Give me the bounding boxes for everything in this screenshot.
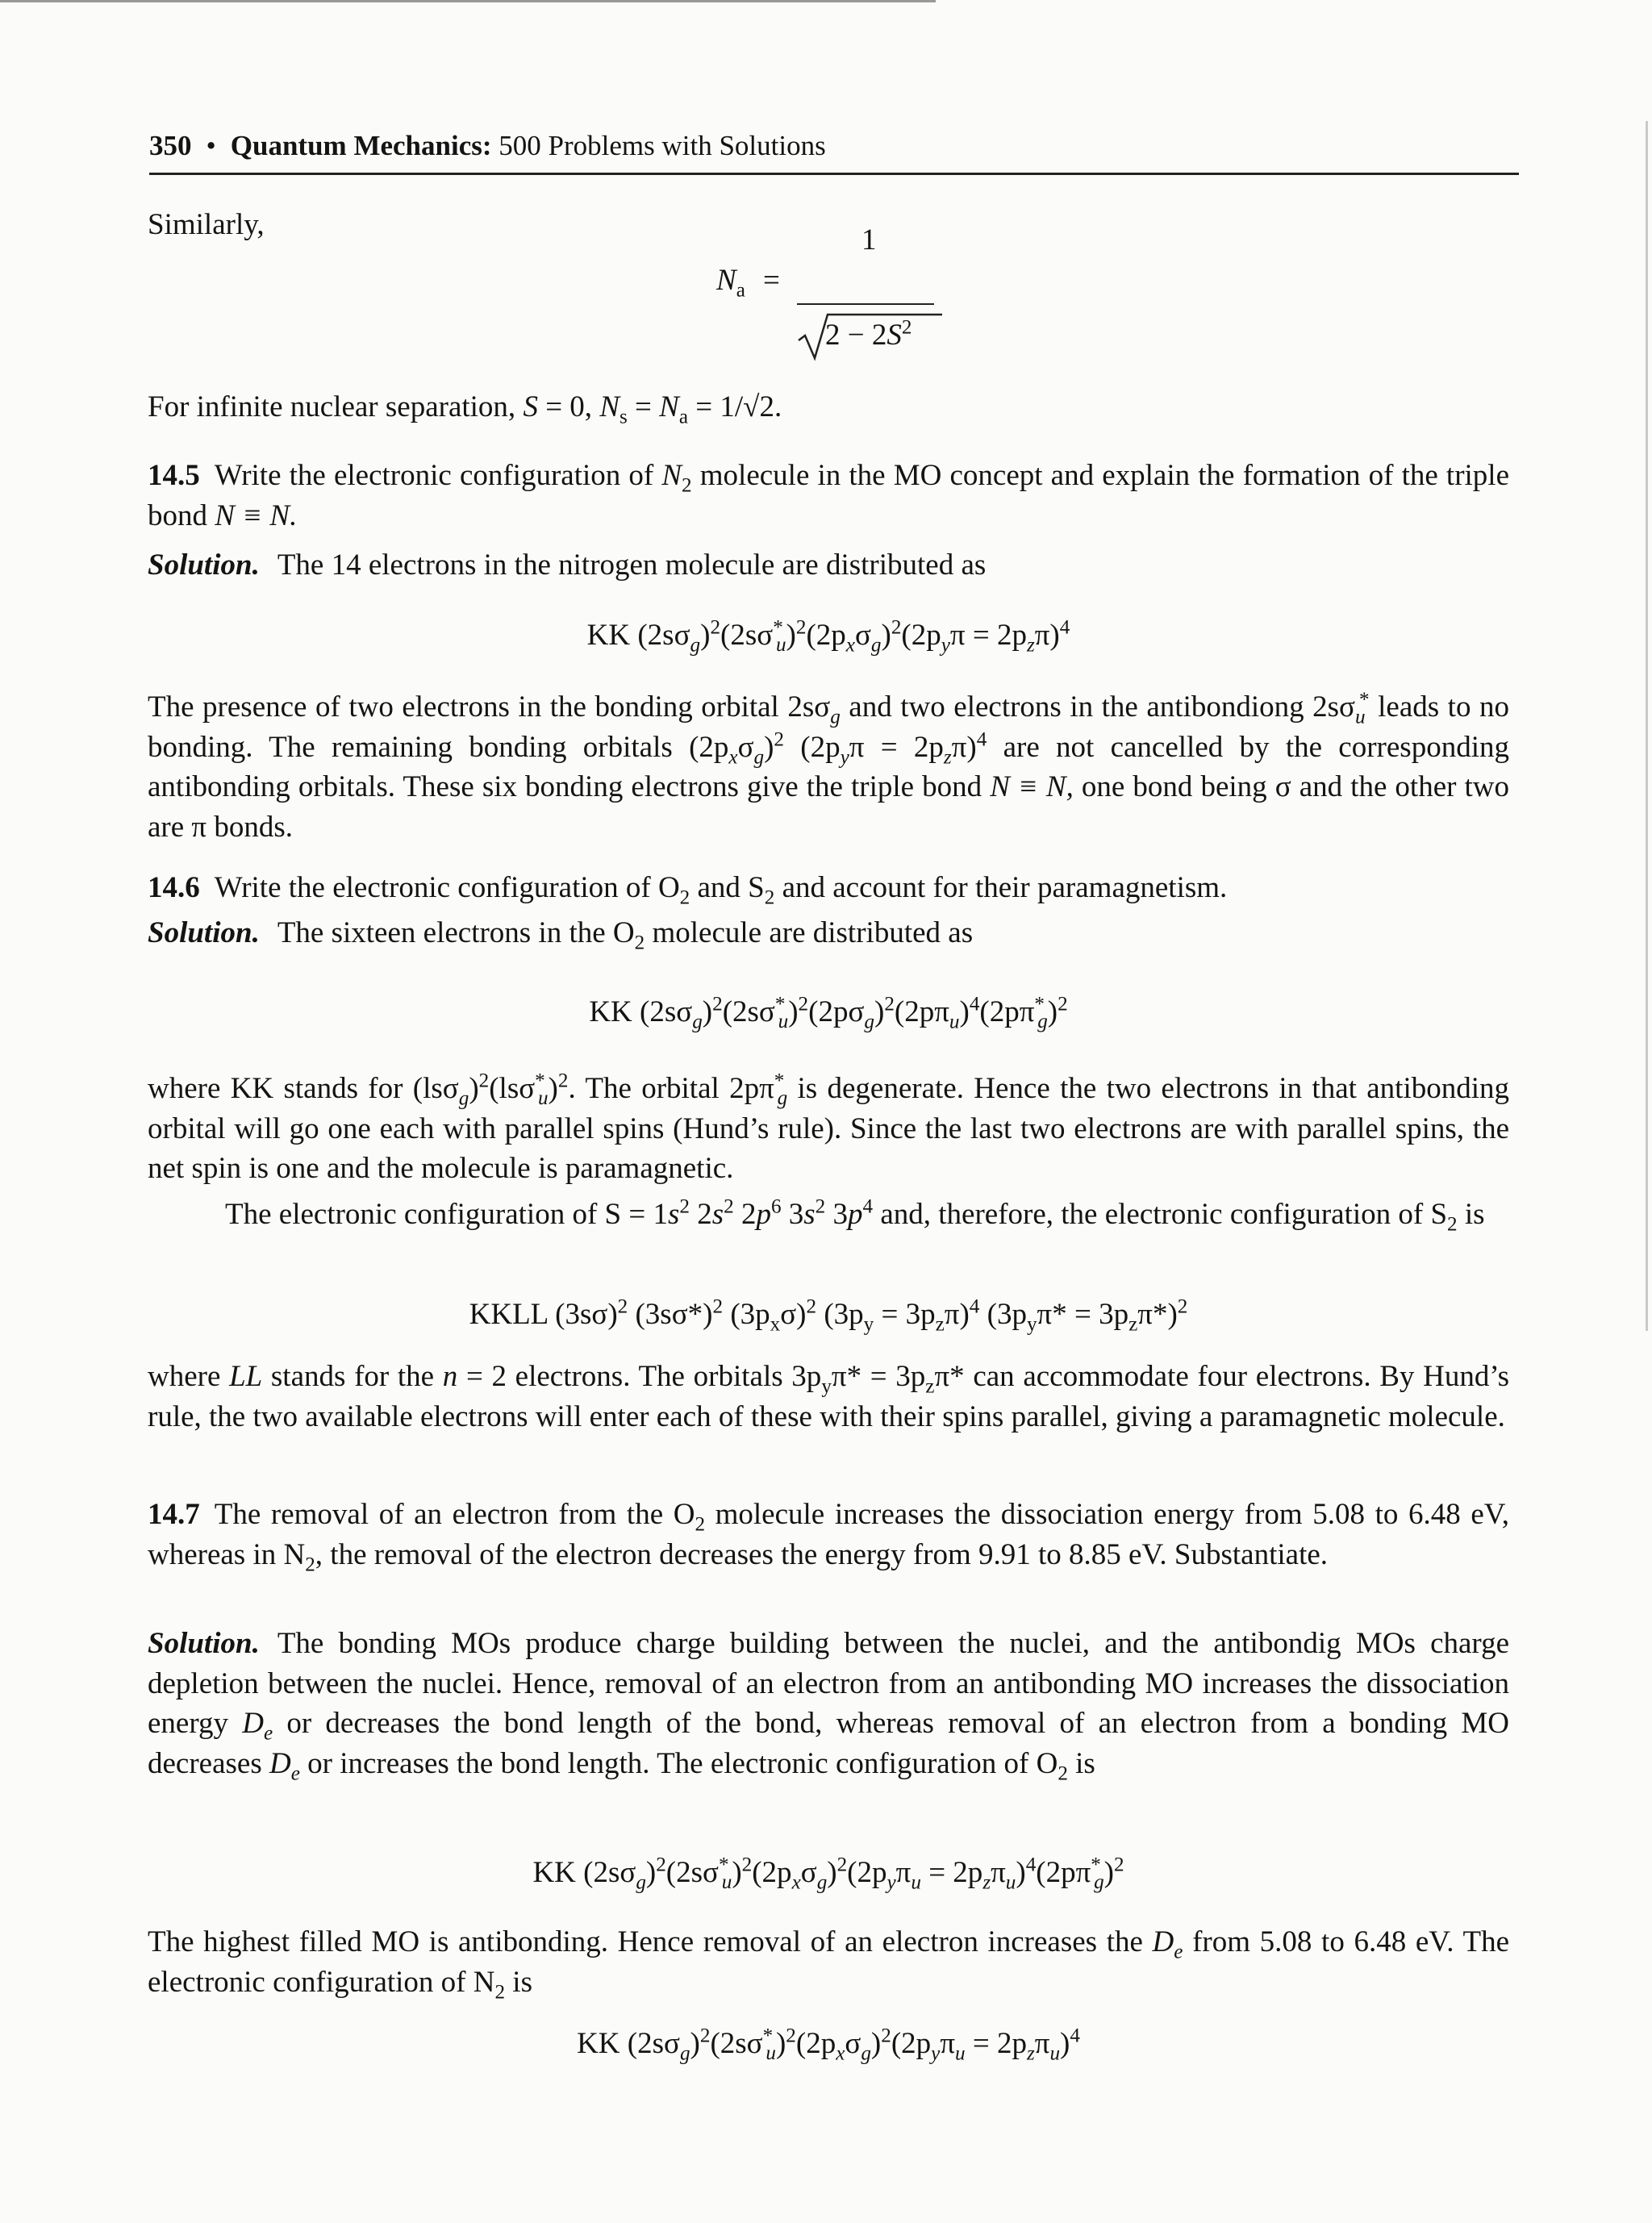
hi-n2-sub: 2 — [494, 1980, 506, 2003]
fraction-bar — [797, 303, 934, 305]
kk-d: ) — [548, 1072, 558, 1105]
equation-o2-config: KK $(2s\sigma_g)^2(2s\sigma^*_u)^2(2p\sigma_g)^2(2p\pi_u)^4(2p\pi^*_g)^2$ — [589, 993, 1068, 1033]
solution-14-6 — [148, 913, 1509, 953]
eq1-t1: (2sσ — [637, 619, 690, 652]
eq4-t4-mid: π — [895, 1856, 912, 1889]
eq5-t3-sub2: g — [861, 2042, 871, 2065]
eq5-t3: (2p — [795, 2027, 836, 2060]
pres-sub-y: y — [840, 745, 849, 768]
eq1-t4a: (2p — [901, 619, 941, 652]
kk-b: ) — [469, 1072, 479, 1105]
p146-o2-sub: 2 — [679, 886, 690, 909]
pres-star: * — [1359, 688, 1370, 711]
ll-paragraph — [148, 1357, 1509, 1437]
na-radicand — [825, 318, 912, 352]
eq4-t4-sub1: y — [886, 1871, 896, 1894]
ll-ll: LL — [229, 1360, 263, 1393]
eq1-t3: (2p — [806, 619, 846, 652]
eq5-t3-sup: 2 — [881, 2025, 891, 2047]
problem-14-6 — [148, 868, 1509, 908]
equation-n2-config: KK $(2s\sigma_g)^2(2s\sigma^*_u)^2(2p_x\sigma_g)^2(2p_y\pi = 2p_z\pi)^4$ — [586, 616, 1070, 657]
radicand-var: S — [886, 319, 902, 352]
pres-sub-z: z — [943, 745, 952, 768]
pres-f: (2p — [784, 730, 841, 764]
eq4-t5: (2pπ — [1036, 1856, 1091, 1889]
kk-sub-g2: g — [777, 1087, 788, 1110]
problem-14-5 — [148, 456, 1509, 536]
pres-sup-4: 4 — [976, 728, 987, 751]
eq2-t3: (2pσ — [808, 995, 865, 1028]
inf-text-d: = 1/√2. — [688, 390, 782, 423]
kk-f: is degenerate. Hence the two electrons in that antibonding orbital will go one each with parallel spins (Hund’s rule). Since the last two electrons are with parallel spins, the net spin is one and the molecule is paramagnetic. — [148, 1072, 1510, 1185]
eq1-t3-mid: σ — [854, 619, 871, 652]
pres-j: one bond being σ and the other two are π bonds. — [148, 770, 1510, 844]
eq3-e-sub: y — [1026, 1313, 1037, 1336]
sul-e3: 6 — [770, 1195, 782, 1218]
sul-a: The electronic configuration of S = 1 — [225, 1198, 668, 1231]
eq2-t3-sub: g — [864, 1011, 874, 1033]
sul-e5: 4 — [862, 1195, 874, 1218]
eq5-t4-mid: π — [940, 2027, 955, 2060]
equation-s2-config — [148, 1295, 1509, 1335]
eq2-t4: (2pπ — [894, 995, 949, 1028]
eq1-t1-sub: g — [690, 634, 701, 657]
eq5-t4-sub4: u — [1049, 2042, 1061, 2065]
hi-de-sub: e — [1174, 1941, 1183, 1963]
eq1-t4c: π) — [1034, 619, 1060, 652]
pres-sub-g: g — [830, 706, 841, 728]
pres-sup-2: 2 — [774, 728, 784, 751]
inf-text-a: For infinite nuclear separation, — [148, 390, 524, 423]
kk-sup-2a: 2 — [478, 1070, 490, 1092]
eq4-t2-star: * — [718, 1854, 729, 1876]
solution-label: Solution. — [148, 916, 260, 949]
na-formula — [716, 218, 1039, 352]
eq4-t1-sup: 2 — [656, 1854, 666, 1876]
eq1-t3-sub2: g — [870, 634, 882, 657]
eq5-t2-sub: u — [766, 2042, 776, 2065]
eq1-t2: (2sσ — [720, 619, 774, 652]
eq5-t3-mid: σ — [845, 2027, 861, 2060]
p145-text-a: Write the electronic configuration of — [214, 459, 662, 492]
eq4-t4-sub2: u — [911, 1871, 921, 1894]
eq5-t4-sup: 4 — [1070, 2025, 1080, 2047]
pres-d: σ — [737, 730, 754, 764]
eq3-d3: π) — [944, 1298, 970, 1331]
eq3-c: (3p — [723, 1298, 770, 1331]
eq2-t5-star: * — [1034, 993, 1045, 1016]
eq3-c-sub: x — [770, 1313, 781, 1336]
sol147-o2-sub: 2 — [1058, 1762, 1068, 1784]
eq2-t5-sup: 2 — [1058, 993, 1068, 1016]
eq3-e-sup: 2 — [1177, 1295, 1188, 1318]
ll-sub-z: z — [925, 1375, 935, 1398]
scan-edge-right — [1646, 121, 1648, 1331]
solution-label: Solution. — [148, 1627, 260, 1660]
eq4-t1-sub: g — [636, 1871, 646, 1894]
radicand-exp: 2 — [901, 316, 912, 339]
sul-p2v: p — [756, 1198, 771, 1231]
p145-text-b: molecule in the MO concept and explain the formation of the triple bond — [148, 459, 1509, 532]
eq3-a: KKLL (3sσ) — [469, 1298, 618, 1331]
infinite-separation-line — [148, 387, 1509, 428]
eq4-t5-star: * — [1091, 1854, 1101, 1876]
eq4-t2: (2sσ — [665, 1856, 719, 1889]
problem-14-7 — [148, 1495, 1509, 1574]
kk-sub-u: u — [537, 1087, 549, 1110]
sol147-de2: D — [269, 1746, 291, 1780]
kk-paragraph — [148, 1069, 1509, 1189]
inf-text-b: = 0, — [537, 390, 600, 423]
p147-o2-sub: 2 — [695, 1513, 706, 1536]
eq4-t5-sub: g — [1094, 1871, 1104, 1894]
eq5-t4: (2p — [891, 2027, 932, 2060]
na-sub: a — [736, 279, 745, 302]
eq5-t4-eq: = 2p — [965, 2027, 1027, 2060]
eq3-e3: π*) — [1137, 1298, 1178, 1331]
eq3-d: (3p — [816, 1298, 864, 1331]
eq5-kk: KK — [577, 2027, 620, 2060]
eq1-t2-sub: u — [775, 634, 786, 657]
eq2-t2-sub: u — [778, 1011, 789, 1033]
eq2-t5: (2pπ — [979, 995, 1035, 1028]
sol146-sub: 2 — [634, 932, 645, 954]
pres-a: The presence of two electrons in the bonding orbital 2sσ — [148, 690, 831, 724]
eq2-t5-sub: g — [1037, 1011, 1048, 1033]
sul-e1: 2 — [679, 1195, 690, 1218]
inf-sub-a: a — [678, 406, 689, 428]
eq4-kk: KK — [532, 1856, 576, 1889]
eq4-t4-sub3: z — [982, 1871, 991, 1894]
hi-de: D — [1152, 1925, 1174, 1958]
na-var: N — [716, 264, 736, 297]
eq2-t2-sup: 2 — [798, 993, 809, 1016]
pres-c: leads to no bonding. The remaining bonding orbitals (2p — [148, 690, 1509, 764]
eq4-t4-eq: = 2p — [920, 1856, 983, 1889]
ll-c: = 2 electrons. The orbitals 3p — [457, 1360, 822, 1393]
sul-s3: 3 — [781, 1198, 804, 1231]
inf-var-n2: N — [659, 390, 679, 423]
sol147-c: or increases the bond length. The electronic configuration of O — [299, 1746, 1058, 1780]
eq4-t4: (2p — [847, 1856, 887, 1889]
p145-n2-var: N — [661, 459, 682, 492]
eq3-d-sup: 4 — [969, 1295, 980, 1318]
pres-g: π = 2p — [849, 730, 944, 764]
pres-sub-g2: g — [753, 745, 765, 768]
p146-s2-sub: 2 — [764, 886, 775, 909]
eq5-t2: (2sσ — [710, 2027, 763, 2060]
ll-b: stands for the — [262, 1360, 443, 1393]
eq3-c2: σ) — [780, 1298, 807, 1331]
ll-sub-y: y — [821, 1375, 832, 1398]
sul-s2: 2 — [689, 1198, 712, 1231]
eq4-t4-sub4: u — [1005, 1871, 1016, 1894]
sul-e2: 2 — [724, 1195, 734, 1218]
highest-filled-paragraph — [148, 1922, 1509, 2002]
pres-sub-u: u — [1355, 706, 1366, 728]
eq1-t4-sup: 4 — [1059, 616, 1070, 639]
pres-sub-x: x — [728, 745, 738, 768]
inf-var-n1: N — [599, 390, 620, 423]
sul-p3v: p — [848, 1198, 863, 1231]
sol147-d: is — [1067, 1746, 1095, 1780]
problem-number: 14.6 — [148, 871, 200, 904]
eq5-t4-mid2: π — [1034, 2027, 1050, 2060]
eq2-t1: (2sσ — [640, 995, 693, 1028]
equation-n2-config-2: KK $(2s\sigma_g)^2(2s\sigma^*_u)^2(2p_x\sigma_g)^2(2p_y\pi_u = 2p_z\pi_u)^4$ — [577, 2025, 1080, 2065]
similarly-label: Similarly, — [148, 208, 265, 241]
eq1-t4-sub1: y — [941, 634, 950, 657]
eq2-t2-star: * — [774, 993, 786, 1016]
p146-b: and S — [690, 871, 765, 904]
eq1-kk: KK — [586, 619, 631, 652]
eq4-t3: (2p — [752, 1856, 792, 1889]
scan-edge-top — [0, 0, 936, 2]
running-header — [149, 126, 1519, 175]
na-equals: = — [763, 264, 780, 297]
ll-e: π* can accommodate four electrons. By Hund’s rule, the two available electrons will enter each of these with their spins parallel, giving a paramagnetic molecule. — [148, 1360, 1509, 1433]
eq3-e2: π* = 3p — [1037, 1298, 1129, 1331]
eq3-a-sup: 2 — [617, 1295, 628, 1318]
ll-n: n — [442, 1360, 458, 1393]
eq1-t1-sup: 2 — [710, 616, 721, 639]
kk-star: * — [535, 1070, 545, 1092]
eq4-t1: (2sσ — [583, 1856, 636, 1889]
eq3-e: (3p — [979, 1298, 1027, 1331]
sul-b: and, therefore, the electronic configuration of S — [873, 1198, 1448, 1231]
eq5-t4-sub1: y — [931, 2042, 941, 2065]
sul-e4: 2 — [815, 1195, 826, 1218]
eq5-t1-sub: g — [679, 2042, 690, 2065]
presence-paragraph — [148, 687, 1509, 847]
eq5-t2-star: * — [762, 2025, 774, 2047]
pres-e: ) — [764, 730, 774, 764]
hi-c: is — [505, 1965, 532, 1999]
na-numerator: 1 — [861, 223, 877, 256]
eq2-kk: KK — [589, 995, 632, 1028]
eq5-t4-sub3: z — [1026, 2042, 1035, 2065]
na-lhs — [716, 263, 745, 302]
sol146-b: molecule are distributed as — [645, 916, 974, 949]
eq1-t3-sup: 2 — [891, 616, 902, 639]
kk-sup-2b: 2 — [557, 1070, 569, 1092]
eq4-t2-sup: 2 — [741, 1854, 753, 1876]
sulfur-paragraph — [148, 1195, 1509, 1235]
problem-number: 14.5 — [148, 459, 200, 492]
eq1-t3-sub1: x — [845, 634, 855, 657]
inf-text-c: = — [627, 390, 660, 423]
eq3-b-sup: 2 — [712, 1295, 724, 1318]
header-bullet: • — [206, 130, 216, 161]
eq3-e-sub2: z — [1128, 1313, 1138, 1336]
eq5-t1-sup: 2 — [699, 2025, 711, 2047]
ll-a: where — [148, 1360, 230, 1393]
eq1-t2-star: * — [773, 616, 783, 639]
p146-a: Write the electronic configuration of O — [214, 871, 680, 904]
sul-s3v: s — [803, 1198, 816, 1231]
eq2-t1-sub: g — [692, 1011, 703, 1033]
equation-o2-config-2: KK $(2s\sigma_g)^2(2s\sigma^*_u)^2(2p_x\sigma_g)^2(2p_y\pi_u = 2p_z\pi_u)^4(2p\pi^*_g)^2$ — [532, 1854, 1124, 1894]
sol147-b: or decreases the bond length of the bond, whereas removal of an electron from a bonding MO decreases — [148, 1707, 1510, 1780]
eq1-t4b: π = 2p — [949, 619, 1027, 652]
pres-bond: N ≡ N, — [990, 770, 1074, 803]
eq2-t4-sup: 4 — [969, 993, 980, 1016]
ll-d: π* = 3p — [831, 1360, 926, 1393]
sol146-a: The sixteen electrons in the O — [277, 916, 635, 949]
eq3-d2: = 3p — [874, 1298, 936, 1331]
pres-b: and two electrons in the antibondiong 2sσ — [840, 690, 1355, 724]
pres-i: are not cancelled by the corresponding antibonding orbitals. These six bonding electrons give the triple bond — [148, 730, 1509, 803]
eq5-t2-sup: 2 — [786, 2025, 796, 2047]
p147-c: , the removal of the electron decreases the energy from 9.91 to 8.85 eV. Substantiate. — [315, 1537, 1329, 1571]
radicand-prefix: 2 − 2 — [825, 319, 887, 352]
p147-a: The removal of an electron from the O — [214, 1498, 695, 1531]
sol147-a: The bonding MOs produce charge building between the nuclei, and the antibondig MOs charge depletion between the nuclei. Hence, removal of an electron from an antibonding MO increases the dissociation energy — [148, 1627, 1509, 1740]
inf-var-s: S — [523, 390, 538, 423]
sul-s2v: s — [711, 1198, 724, 1231]
sol147-de1-sub: e — [263, 1722, 273, 1745]
sul-c: is — [1457, 1198, 1485, 1231]
eq4-t3-sup: 2 — [836, 1854, 848, 1876]
eq4-t3-mid: σ — [800, 1856, 817, 1889]
p147-n2-sub: 2 — [305, 1553, 315, 1575]
p145-bond: N ≡ N. — [215, 498, 298, 532]
eq5-t1: (2sσ — [627, 2027, 680, 2060]
eq3-d-sub: y — [863, 1313, 874, 1336]
book-title-bold: Quantum Mechanics: — [230, 130, 492, 161]
eq3-c-sup: 2 — [806, 1295, 817, 1318]
sul-sub-2: 2 — [1447, 1213, 1458, 1236]
eq2-t4-sub: u — [949, 1011, 960, 1033]
eq4-t5-sup: 2 — [1113, 1854, 1124, 1876]
eq4-t3-sub1: x — [791, 1871, 801, 1894]
kk-sub-g: g — [458, 1087, 469, 1110]
eq3-b: (3sσ*) — [628, 1298, 713, 1331]
kk-e: . The orbital 2pπ — [568, 1072, 774, 1105]
eq5-t4-sub2: u — [955, 2042, 966, 2065]
p145-n2-sub: 2 — [682, 474, 692, 497]
eq2-t2: (2sσ — [722, 995, 775, 1028]
eq3-d-sub2: z — [935, 1313, 945, 1336]
problem-number: 14.7 — [148, 1498, 200, 1531]
solution-14-7 — [148, 1624, 1509, 1783]
inf-sub-s: s — [620, 406, 628, 428]
hi-b: from 5.08 to 6.48 eV. The electronic configuration of N — [148, 1925, 1509, 1999]
eq4-t4-sup: 4 — [1025, 1854, 1037, 1876]
sul-p2: 2 — [733, 1198, 757, 1231]
eq4-t2-sub: u — [721, 1871, 732, 1894]
eq1-t4-sub2: z — [1026, 634, 1035, 657]
solution-label: Solution. — [148, 548, 260, 582]
eq5-t3-sub1: x — [836, 2042, 845, 2065]
book-title-rest: 500 Problems with Solutions — [499, 130, 826, 161]
p147-b: molecule increases the dissociation energy from 5.08 to 6.48 eV, whereas in N — [148, 1498, 1509, 1571]
sul-p3: 3 — [825, 1198, 848, 1231]
eq2-t3-sup: 2 — [884, 993, 895, 1016]
kk-a: where KK stands for (lsσ — [148, 1072, 459, 1105]
sul-s1: s — [667, 1198, 680, 1231]
sol147-de2-sub: e — [290, 1762, 300, 1784]
page-number: 350 — [149, 130, 192, 161]
kk-c: (lsσ — [489, 1072, 536, 1105]
pres-h: π) — [951, 730, 977, 764]
sol147-de1: D — [242, 1707, 264, 1740]
eq2-t1-sup: 2 — [712, 993, 723, 1016]
eq4-t4-mid2: π — [991, 1856, 1006, 1889]
eq1-t2-sup: 2 — [795, 616, 807, 639]
kk-star2: * — [774, 1070, 785, 1092]
hi-a: The highest filled MO is antibonding. Hence removal of an electron increases the — [148, 1925, 1153, 1958]
eq4-t3-sub2: g — [816, 1871, 828, 1894]
p146-c: and account for their paramagnetism. — [774, 871, 1228, 904]
solution-14-5 — [148, 545, 1509, 586]
solution-text: The 14 electrons in the nitrogen molecule are distributed as — [277, 548, 987, 582]
